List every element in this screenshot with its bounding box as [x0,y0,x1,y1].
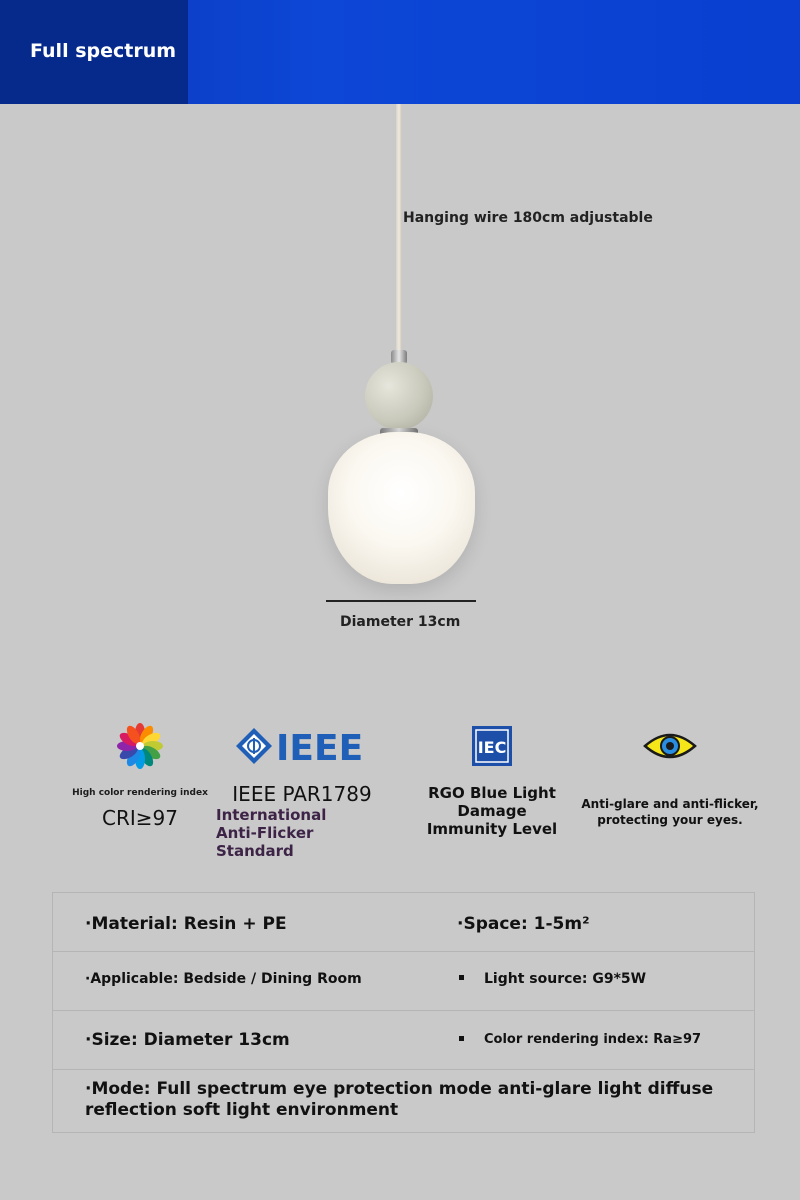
feature-ieee [212,718,392,860]
feature-eye-protection [580,718,760,828]
spec-row-mode [53,1070,754,1132]
spec-applicable: ·Applicable: Bedside / Dining Room [85,971,362,987]
diameter-label: Diameter 13cm [340,614,461,630]
spec-cri-cell [459,1032,701,1047]
bullet-icon [459,975,464,980]
cri-caption: High color rendering index [72,788,208,798]
ieee-line1: International [216,806,327,824]
spec-size: ·Size: Diameter 13cm [85,1030,290,1050]
iec-line1: RGO Blue Light [428,784,556,802]
top-banner [0,0,800,104]
feature-cri [70,718,210,830]
spec-material: ·Material: Resin + PE [85,914,287,934]
spec-mode [85,1079,713,1121]
eye-line1: Anti-glare and anti-flicker, [581,797,759,811]
lamp-shade [328,432,475,584]
lamp-ball [365,362,433,430]
spec-table [52,892,755,1133]
ieee-title: IEEE PAR1789 [232,782,372,806]
spec-light-source: Light source: G9*5W [484,971,647,987]
spec-space: ·Space: 1-5m² [457,914,590,934]
spec-light-source-cell [459,971,646,987]
iec-logo-text: IEC [477,738,507,757]
iec-line2: Damage [457,802,527,820]
ieee-logo-icon [234,726,370,766]
hanging-wire [396,104,402,354]
banner-title: Full spectrum [30,40,177,62]
bullet-icon [459,1036,464,1041]
spec-row-material [53,893,754,952]
spec-row-size [53,1011,754,1070]
spec-row-applicable [53,952,754,1011]
color-wheel-icon [116,722,164,770]
cri-value: CRI≥97 [102,806,178,830]
spec-mode-line1: ·Mode: Full spectrum eye protection mode anti-glare light diffuse [85,1079,714,1099]
iec-line3: Immunity Level [426,820,558,838]
eye-icon [642,726,698,766]
feature-iec [412,718,572,838]
ieee-logo-text: IEEE [276,728,364,766]
spec-mode-line2: reflection soft light environment [85,1100,399,1120]
eye-line2: protecting your eyes. [597,813,743,827]
iec-logo-icon [471,725,513,767]
ieee-line2: Anti-Flicker Standard [216,824,314,860]
wire-label: Hanging wire 180cm adjustable [403,210,653,226]
spec-cri: Color rendering index: Ra≥97 [484,1032,702,1047]
diameter-line [326,600,476,602]
